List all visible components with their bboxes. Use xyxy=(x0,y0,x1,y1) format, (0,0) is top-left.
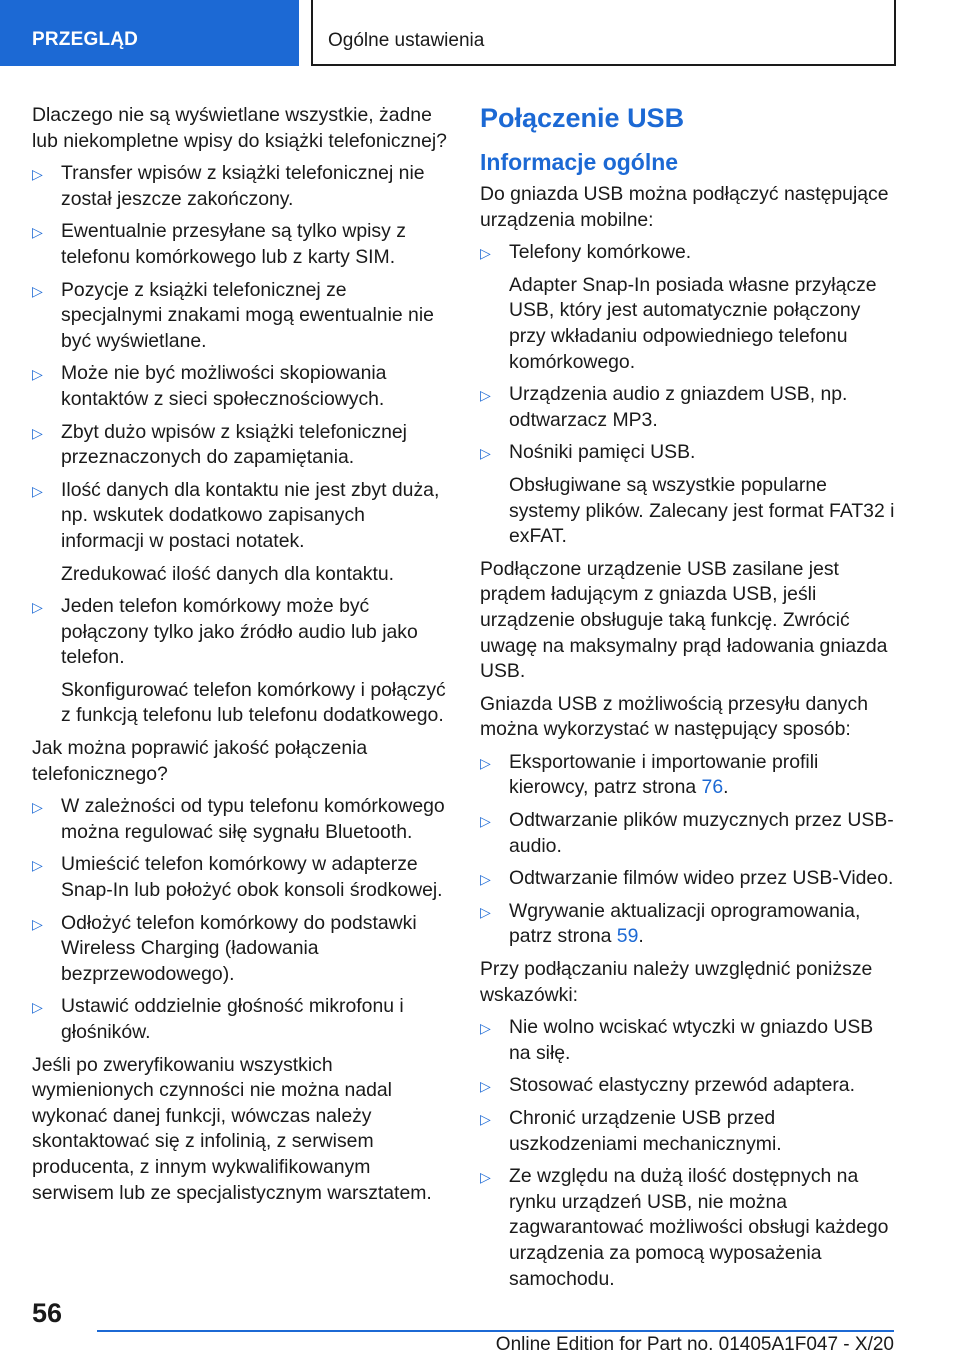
list-item xyxy=(480,808,900,859)
list-item-text: Stosować elastyczny przewód adaptera. xyxy=(509,1074,855,1097)
usb-power-paragraph: Podłączone urządzenie USB zasilane jest prądem ładującym z gniazda USB, jeśli urządzenie obsługuje taką funkcję. Zwrócić uwagę na maksymalny prąd ładowania gniazda USB. xyxy=(480,557,888,683)
support-paragraph: Jeśli po zweryfikowaniu wszystkich wymienionych czynności nie można nadal wykonać danej funkcji, wówczas należy skontaktować się z infolinią, z serwisem producenta, z innym wykwalifikowanym serwisem lub ze specjalistycznym warsztatem. xyxy=(32,1053,432,1204)
list-item xyxy=(32,278,450,355)
triangle-bullet-icon: ▷ xyxy=(32,424,43,441)
triangle-bullet-icon: ▷ xyxy=(32,799,43,816)
right-column xyxy=(480,103,900,1299)
list-item xyxy=(32,219,450,270)
list-item-text: Nośniki pamięci USB. xyxy=(509,441,696,464)
call-quality-list xyxy=(32,794,450,1045)
usage-export-end: . xyxy=(723,776,729,799)
page-link-59[interactable]: 59 xyxy=(616,925,639,948)
list-item xyxy=(480,1164,900,1292)
triangle-bullet-icon: ▷ xyxy=(480,754,491,771)
usb-notes-intro: Przy podłączaniu należy uwzględnić poniższe wskazówki: xyxy=(480,958,873,1006)
list-item-text: Odłożyć telefon komórkowy do podstawki Wireless Charging (ładowania bezprzewodowego). xyxy=(61,911,417,985)
list-item-text: Transfer wpisów z książki telefonicznej nie został jeszcze zakończony. xyxy=(61,162,425,210)
usb-devices-list xyxy=(480,240,900,550)
triangle-bullet-icon: ▷ xyxy=(32,999,43,1016)
list-item-text: Telefony komórkowe. xyxy=(509,241,692,264)
subheading-general-info: Informacje ogólne xyxy=(480,149,679,175)
usb-usage-list xyxy=(480,750,900,950)
list-item-text: Chronić urządzenie USB przed uszkodzeniami mechanicznymi. xyxy=(509,1107,782,1155)
list-item-note: Adapter Snap-In posiada własne przyłącze USB, który jest automatycznie połączony przy wkładaniu odpowiedniego telefonu komórkowego. xyxy=(509,273,877,373)
section-tab[interactable]: PRZEGLĄD xyxy=(0,0,299,66)
list-item-note: Zredukować ilość danych dla kontaktu. xyxy=(61,562,395,585)
list-item xyxy=(480,866,900,892)
list-item xyxy=(32,478,450,587)
left-column xyxy=(32,103,450,1213)
list-item-text: Ustawić oddzielnie głośność mikrofonu i głośników. xyxy=(61,995,404,1043)
list-item-text: W zależności od typu telefonu komórkowego można regulować siłę sygnału Bluetooth. xyxy=(61,795,445,843)
list-item xyxy=(480,240,900,375)
question-call-quality: Jak można poprawić jakość połączenia telefonicznego? xyxy=(32,737,368,785)
list-item-note: Obsługiwane są wszystkie popularne systemy plików. Zalecany jest format FAT32 i exFAT. xyxy=(509,473,895,548)
triangle-bullet-icon: ▷ xyxy=(32,915,43,932)
list-item xyxy=(480,382,900,433)
page-link-76[interactable]: 76 xyxy=(701,776,724,799)
triangle-bullet-icon: ▷ xyxy=(480,1078,491,1095)
list-item xyxy=(480,1106,900,1157)
list-item xyxy=(32,161,450,212)
triangle-bullet-icon: ▷ xyxy=(32,166,43,183)
list-item-text: Nie wolno wciskać wtyczki w gniazdo USB na siłę. xyxy=(509,1016,874,1064)
triangle-bullet-icon: ▷ xyxy=(32,224,43,241)
list-item-text: Zbyt dużo wpisów z książki telefonicznej przeznaczonych do zapamiętania. xyxy=(61,420,407,469)
usb-notes-list xyxy=(480,1015,900,1292)
list-item xyxy=(32,420,450,471)
section-heading-usb: Połączenie USB xyxy=(480,103,685,133)
usb-usage-intro: Gniazda USB z możliwością przesyłu danych można wykorzystać w następujący sposób: xyxy=(480,692,868,741)
triangle-bullet-icon: ▷ xyxy=(32,282,43,299)
usage-update-text: Wgrywanie aktualizacji oprogramowania, patrz strona xyxy=(509,899,861,948)
footer-divider xyxy=(97,1330,894,1332)
list-item xyxy=(32,361,450,412)
list-item xyxy=(480,440,900,549)
triangle-bullet-icon: ▷ xyxy=(32,482,43,499)
triangle-bullet-icon: ▷ xyxy=(480,903,491,920)
triangle-bullet-icon: ▷ xyxy=(480,387,491,404)
usage-audio-text: Odtwarzanie plików muzycznych przez USB-audio. xyxy=(509,809,894,857)
list-item xyxy=(480,899,900,950)
list-item-text: Urządzenia audio z gniazdem USB, np. odtwarzacz MP3. xyxy=(509,383,848,431)
list-item-text: Umieścić telefon komórkowy w adapterze Snap-In lub położyć obok konsoli środkowej. xyxy=(61,853,443,902)
triangle-bullet-icon: ▷ xyxy=(480,445,491,462)
edition-text: Online Edition for Part no. 01405A1F047 - X/20 xyxy=(495,1334,894,1355)
list-item xyxy=(32,594,450,729)
header-bar xyxy=(0,0,960,66)
list-item xyxy=(32,994,450,1045)
usage-video-text: Odtwarzanie filmów wideo przez USB-Video. xyxy=(509,867,894,890)
triangle-bullet-icon: ▷ xyxy=(480,871,491,888)
list-item xyxy=(480,1073,900,1099)
triangle-bullet-icon: ▷ xyxy=(480,245,491,262)
usb-intro: Do gniazda USB można podłączyć następujące urządzenia mobilne: xyxy=(480,183,889,231)
phonebook-causes-list xyxy=(32,161,450,729)
usage-update-end: . xyxy=(638,925,644,948)
list-item xyxy=(32,911,450,988)
list-item-note: Skonfigurować telefon komórkowy i połączyć z funkcją telefonu lub telefonu dodatkowego. xyxy=(61,678,446,727)
usage-export-text: Eksportowanie i importowanie profili kierowcy, patrz strona xyxy=(509,750,819,799)
triangle-bullet-icon: ▷ xyxy=(480,813,491,830)
list-item xyxy=(32,794,450,845)
footer-edition xyxy=(496,1334,894,1356)
list-item xyxy=(32,852,450,903)
list-item-text: Może nie być możliwości skopiowania kontaktów z sieci społecznościowych. xyxy=(61,362,387,410)
triangle-bullet-icon: ▷ xyxy=(480,1020,491,1037)
question-phonebook: Dlaczego nie są wyświetlane wszystkie, żadne lub niekompletne wpisy do książki telefonicznej? xyxy=(32,104,447,152)
list-item-text: Jeden telefon komórkowy może być połączony tylko jako źródło audio lub jako telefon. xyxy=(61,595,418,669)
page-number: 56 xyxy=(32,1298,63,1328)
list-item-text: Pozycje z książki telefonicznej ze specjalnymi znakami mogą ewentualnie nie być wyświetlane. xyxy=(61,278,434,352)
list-item-text: Ze względu na dużą ilość dostępnych na rynku urządzeń USB, nie można zagwarantować możliwości obsługi każdego urządzenia za pomocą wyposażenia samochodu. xyxy=(509,1165,889,1290)
triangle-bullet-icon: ▷ xyxy=(32,366,43,383)
list-item xyxy=(480,1015,900,1066)
triangle-bullet-icon: ▷ xyxy=(480,1169,491,1186)
triangle-bullet-icon: ▷ xyxy=(32,599,43,616)
list-item xyxy=(480,750,900,801)
list-item-text: Ewentualnie przesyłane są tylko wpisy z telefonu komórkowego lub z karty SIM. xyxy=(61,220,406,268)
chapter-tab[interactable]: Ogólne ustawienia xyxy=(311,0,896,66)
triangle-bullet-icon: ▷ xyxy=(32,857,43,874)
list-item-text: Ilość danych dla kontaktu nie jest zbyt duża, np. wskutek dodatkowo zapisanych informacji w postaci notatek. xyxy=(61,478,440,552)
triangle-bullet-icon: ▷ xyxy=(480,1111,491,1127)
